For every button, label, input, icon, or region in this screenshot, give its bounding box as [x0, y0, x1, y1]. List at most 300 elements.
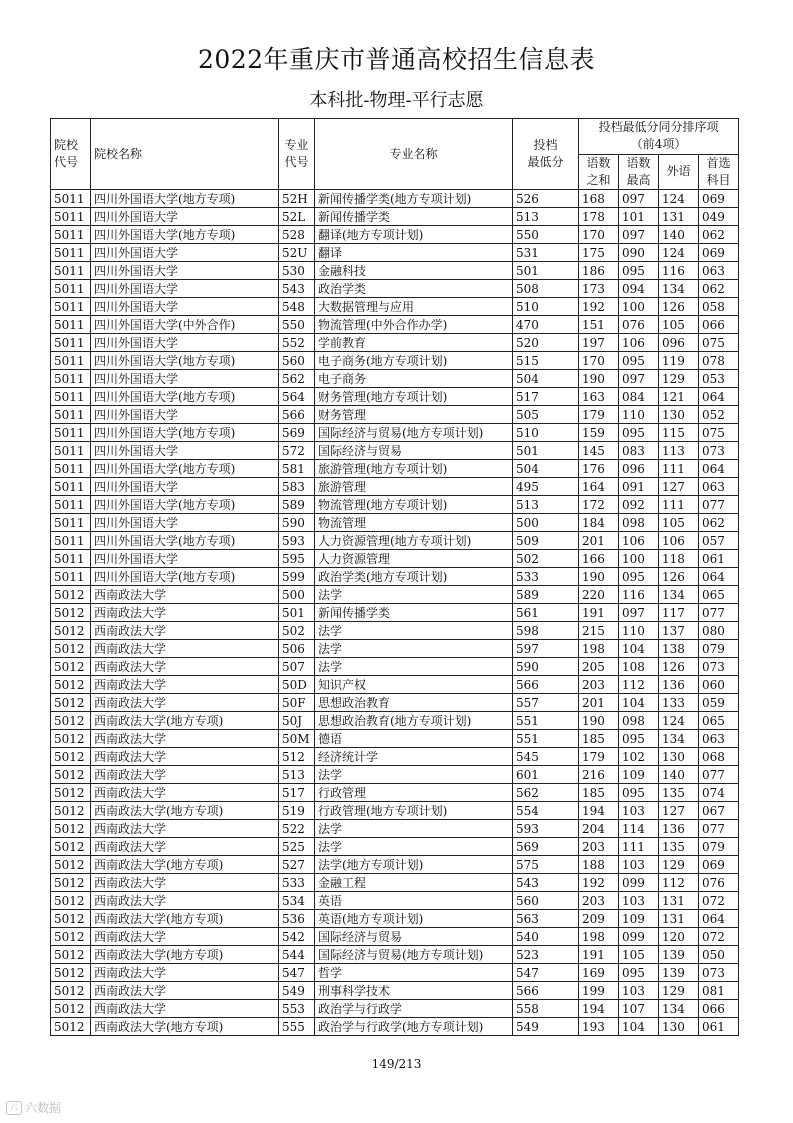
table-row [51, 892, 739, 910]
cell-tie-max: 106 [619, 334, 659, 352]
table-row [51, 478, 739, 496]
table-row [51, 856, 739, 874]
table-row [51, 190, 739, 208]
cell-school-name: 四川外国语大学 [91, 280, 279, 298]
cell-tie-first: 052 [699, 406, 739, 424]
cell-min-score: 597 [513, 640, 579, 658]
cell-school-code: 5012 [51, 748, 91, 766]
cell-tie-foreign: 119 [659, 352, 699, 370]
cell-min-score: 545 [513, 748, 579, 766]
cell-tie-foreign: 129 [659, 856, 699, 874]
cell-major-name: 财务管理 [315, 406, 513, 424]
cell-school-code: 5011 [51, 298, 91, 316]
cell-tie-first: 072 [699, 892, 739, 910]
cell-min-score: 540 [513, 928, 579, 946]
cell-school-name: 四川外国语大学 [91, 262, 279, 280]
cell-tie-max: 098 [619, 712, 659, 730]
cell-major-code: 595 [279, 550, 315, 568]
cell-tie-sum: 198 [579, 928, 619, 946]
cell-school-name: 西南政法大学 [91, 676, 279, 694]
cell-school-name: 四川外国语大学(地方专项) [91, 352, 279, 370]
cell-tie-sum: 201 [579, 532, 619, 550]
cell-min-score: 517 [513, 388, 579, 406]
cell-tie-max: 101 [619, 208, 659, 226]
cell-tie-foreign: 126 [659, 298, 699, 316]
table-row [51, 604, 739, 622]
table-row [51, 748, 739, 766]
cell-major-code: 581 [279, 460, 315, 478]
cell-tie-first: 077 [699, 766, 739, 784]
cell-major-code: 527 [279, 856, 315, 874]
table-row [51, 262, 739, 280]
cell-tie-sum: 175 [579, 244, 619, 262]
cell-min-score: 550 [513, 226, 579, 244]
cell-tie-foreign: 131 [659, 892, 699, 910]
cell-tie-first: 066 [699, 1000, 739, 1018]
cell-major-code: 507 [279, 658, 315, 676]
cell-tie-sum: 185 [579, 784, 619, 802]
cell-major-name: 法学 [315, 658, 513, 676]
cell-tie-sum: 194 [579, 802, 619, 820]
cell-tie-sum: 163 [579, 388, 619, 406]
cell-tie-max: 083 [619, 442, 659, 460]
cell-tie-foreign: 135 [659, 784, 699, 802]
cell-school-name: 四川外国语大学 [91, 514, 279, 532]
cell-major-name: 国际经济与贸易(地方专项计划) [315, 424, 513, 442]
cell-tie-max: 109 [619, 910, 659, 928]
cell-tie-first: 069 [699, 856, 739, 874]
cell-min-score: 547 [513, 964, 579, 982]
cell-school-name: 西南政法大学 [91, 694, 279, 712]
cell-tie-first: 073 [699, 442, 739, 460]
cell-tie-max: 091 [619, 478, 659, 496]
cell-tie-first: 065 [699, 586, 739, 604]
cell-tie-first: 079 [699, 838, 739, 856]
cell-tie-foreign: 113 [659, 442, 699, 460]
cell-tie-sum: 185 [579, 730, 619, 748]
cell-major-name: 物流管理 [315, 514, 513, 532]
cell-school-code: 5012 [51, 622, 91, 640]
cell-min-score: 526 [513, 190, 579, 208]
cell-tie-sum: 173 [579, 280, 619, 298]
cell-tie-max: 097 [619, 604, 659, 622]
cell-tie-foreign: 139 [659, 964, 699, 982]
cell-major-name: 翻译 [315, 244, 513, 262]
table-row [51, 1000, 739, 1018]
cell-school-name: 四川外国语大学(地方专项) [91, 190, 279, 208]
cell-min-score: 598 [513, 622, 579, 640]
cell-tie-foreign: 133 [659, 694, 699, 712]
cell-tie-first: 063 [699, 262, 739, 280]
table-row [51, 838, 739, 856]
cell-major-code: 519 [279, 802, 315, 820]
cell-school-code: 5012 [51, 928, 91, 946]
cell-tie-sum: 205 [579, 658, 619, 676]
cell-major-name: 政治学与行政学(地方专项计划) [315, 1018, 513, 1036]
cell-tie-sum: 179 [579, 748, 619, 766]
cell-tie-foreign: 140 [659, 766, 699, 784]
cell-min-score: 515 [513, 352, 579, 370]
cell-school-name: 四川外国语大学(中外合作) [91, 316, 279, 334]
cell-major-code: 525 [279, 838, 315, 856]
table-row [51, 244, 739, 262]
table-header [51, 119, 739, 190]
cell-tie-sum: 159 [579, 424, 619, 442]
cell-tie-foreign: 124 [659, 190, 699, 208]
cell-major-code: 542 [279, 928, 315, 946]
cell-min-score: 504 [513, 370, 579, 388]
cell-school-name: 西南政法大学 [91, 784, 279, 802]
cell-major-code: 553 [279, 1000, 315, 1018]
cell-tie-foreign: 126 [659, 568, 699, 586]
cell-tie-first: 057 [699, 532, 739, 550]
cell-tie-foreign: 118 [659, 550, 699, 568]
cell-school-name: 西南政法大学 [91, 640, 279, 658]
cell-school-name: 四川外国语大学 [91, 478, 279, 496]
cell-major-name: 新闻传播学类(地方专项计划) [315, 190, 513, 208]
cell-school-name: 西南政法大学 [91, 622, 279, 640]
cell-tie-first: 077 [699, 496, 739, 514]
cell-tie-foreign: 096 [659, 334, 699, 352]
cell-tie-first: 080 [699, 622, 739, 640]
cell-tie-foreign: 134 [659, 730, 699, 748]
cell-school-name: 四川外国语大学(地方专项) [91, 226, 279, 244]
cell-school-code: 5012 [51, 766, 91, 784]
cell-major-name: 新闻传播学类 [315, 208, 513, 226]
table-row [51, 586, 739, 604]
table-row [51, 784, 739, 802]
cell-tie-max: 103 [619, 856, 659, 874]
cell-school-name: 四川外国语大学(地方专项) [91, 496, 279, 514]
cell-school-name: 西南政法大学(地方专项) [91, 856, 279, 874]
cell-major-name: 电子商务 [315, 370, 513, 388]
cell-school-name: 四川外国语大学 [91, 298, 279, 316]
cell-min-score: 508 [513, 280, 579, 298]
cell-school-code: 5012 [51, 838, 91, 856]
cell-major-code: 547 [279, 964, 315, 982]
cell-school-code: 5011 [51, 388, 91, 406]
cell-tie-first: 081 [699, 982, 739, 1000]
cell-school-name: 西南政法大学 [91, 874, 279, 892]
cell-tie-max: 097 [619, 226, 659, 244]
cell-tie-max: 076 [619, 316, 659, 334]
cell-tie-sum: 192 [579, 298, 619, 316]
col-tie-foreign: 外语 [659, 154, 699, 190]
cell-school-code: 5012 [51, 910, 91, 928]
cell-major-code: 517 [279, 784, 315, 802]
cell-tie-foreign: 117 [659, 604, 699, 622]
cell-tie-foreign: 106 [659, 532, 699, 550]
watermark-text: 六数据 [25, 1101, 62, 1115]
cell-major-code: 533 [279, 874, 315, 892]
cell-tie-foreign: 137 [659, 622, 699, 640]
cell-tie-first: 069 [699, 190, 739, 208]
cell-major-name: 法学 [315, 586, 513, 604]
cell-school-code: 5012 [51, 946, 91, 964]
cell-tie-max: 106 [619, 532, 659, 550]
cell-school-code: 5011 [51, 190, 91, 208]
cell-school-name: 西南政法大学 [91, 838, 279, 856]
cell-min-score: 501 [513, 442, 579, 460]
cell-tie-foreign: 138 [659, 640, 699, 658]
cell-tie-foreign: 105 [659, 316, 699, 334]
cell-tie-sum: 168 [579, 190, 619, 208]
cell-major-code: 50M [279, 730, 315, 748]
cell-major-code: 543 [279, 280, 315, 298]
col-tie-max: 语数 最高 [619, 154, 659, 190]
cell-tie-max: 109 [619, 766, 659, 784]
cell-major-code: 550 [279, 316, 315, 334]
cell-tie-max: 111 [619, 838, 659, 856]
cell-min-score: 500 [513, 514, 579, 532]
cell-school-name: 西南政法大学 [91, 964, 279, 982]
cell-min-score: 509 [513, 532, 579, 550]
cell-school-name: 西南政法大学(地方专项) [91, 712, 279, 730]
cell-major-code: 50D [279, 676, 315, 694]
cell-min-score: 566 [513, 676, 579, 694]
cell-major-name: 国际经济与贸易 [315, 928, 513, 946]
cell-min-score: 575 [513, 856, 579, 874]
cell-tie-foreign: 136 [659, 820, 699, 838]
col-major-code: 专业 代号 [279, 119, 315, 190]
cell-tie-max: 095 [619, 262, 659, 280]
cell-tie-sum: 169 [579, 964, 619, 982]
cell-min-score: 523 [513, 946, 579, 964]
cell-major-code: 500 [279, 586, 315, 604]
cell-min-score: 504 [513, 460, 579, 478]
cell-major-name: 经济统计学 [315, 748, 513, 766]
cell-tie-first: 075 [699, 424, 739, 442]
cell-major-code: 530 [279, 262, 315, 280]
cell-tie-sum: 203 [579, 892, 619, 910]
cell-tie-sum: 204 [579, 820, 619, 838]
cell-major-code: 555 [279, 1018, 315, 1036]
cell-tie-first: 061 [699, 550, 739, 568]
cell-tie-max: 107 [619, 1000, 659, 1018]
cell-major-code: 552 [279, 334, 315, 352]
cell-major-code: 506 [279, 640, 315, 658]
cell-tie-first: 079 [699, 640, 739, 658]
cell-school-code: 5011 [51, 370, 91, 388]
cell-min-score: 505 [513, 406, 579, 424]
cell-school-name: 西南政法大学 [91, 604, 279, 622]
cell-major-code: 549 [279, 982, 315, 1000]
cell-tie-sum: 199 [579, 982, 619, 1000]
cell-tie-foreign: 111 [659, 460, 699, 478]
cell-major-name: 电子商务(地方专项计划) [315, 352, 513, 370]
watermark-logo-icon: 六 [6, 1101, 22, 1115]
table-row [51, 460, 739, 478]
cell-tie-foreign: 127 [659, 478, 699, 496]
cell-tie-foreign: 124 [659, 244, 699, 262]
cell-major-code: 512 [279, 748, 315, 766]
cell-tie-first: 064 [699, 388, 739, 406]
cell-min-score: 590 [513, 658, 579, 676]
cell-tie-sum: 191 [579, 604, 619, 622]
cell-min-score: 558 [513, 1000, 579, 1018]
page-number: 149/213 [371, 1057, 422, 1071]
cell-tie-foreign: 131 [659, 910, 699, 928]
cell-tie-sum: 186 [579, 262, 619, 280]
cell-tie-first: 059 [699, 694, 739, 712]
table-body [51, 190, 739, 1036]
cell-tie-sum: 194 [579, 1000, 619, 1018]
table-row [51, 388, 739, 406]
cell-school-code: 5012 [51, 856, 91, 874]
col-major-name: 专业名称 [315, 119, 513, 190]
cell-min-score: 554 [513, 802, 579, 820]
cell-school-code: 5011 [51, 280, 91, 298]
cell-major-code: 513 [279, 766, 315, 784]
cell-major-name: 哲学 [315, 964, 513, 982]
cell-tie-foreign: 129 [659, 370, 699, 388]
cell-tie-max: 100 [619, 550, 659, 568]
cell-major-code: 599 [279, 568, 315, 586]
cell-major-name: 旅游管理 [315, 478, 513, 496]
cell-major-code: 52L [279, 208, 315, 226]
cell-school-code: 5012 [51, 982, 91, 1000]
cell-major-name: 金融工程 [315, 874, 513, 892]
cell-major-code: 589 [279, 496, 315, 514]
table-row [51, 928, 739, 946]
cell-min-score: 510 [513, 424, 579, 442]
col-tie-first: 首选 科目 [699, 154, 739, 190]
cell-tie-max: 099 [619, 874, 659, 892]
cell-school-code: 5011 [51, 460, 91, 478]
cell-tie-sum: 170 [579, 226, 619, 244]
cell-school-code: 5011 [51, 514, 91, 532]
cell-tie-foreign: 120 [659, 928, 699, 946]
cell-major-name: 政治学与行政学 [315, 1000, 513, 1018]
cell-school-code: 5011 [51, 424, 91, 442]
cell-school-name: 四川外国语大学 [91, 334, 279, 352]
cell-school-code: 5011 [51, 334, 91, 352]
cell-tie-first: 062 [699, 514, 739, 532]
cell-major-name: 思想政治教育 [315, 694, 513, 712]
cell-tie-sum: 216 [579, 766, 619, 784]
cell-tie-first: 049 [699, 208, 739, 226]
cell-min-score: 562 [513, 784, 579, 802]
cell-school-code: 5011 [51, 442, 91, 460]
cell-major-name: 新闻传播学类 [315, 604, 513, 622]
table-row [51, 640, 739, 658]
cell-tie-first: 073 [699, 964, 739, 982]
table-row [51, 874, 739, 892]
cell-tie-first: 064 [699, 910, 739, 928]
cell-major-code: 522 [279, 820, 315, 838]
cell-tie-foreign: 116 [659, 262, 699, 280]
cell-tie-first: 072 [699, 928, 739, 946]
cell-major-name: 法学 [315, 622, 513, 640]
cell-tie-max: 097 [619, 190, 659, 208]
cell-tie-sum: 179 [579, 406, 619, 424]
cell-tie-max: 105 [619, 946, 659, 964]
cell-major-name: 法学 [315, 640, 513, 658]
cell-min-score: 549 [513, 1018, 579, 1036]
cell-school-code: 5011 [51, 406, 91, 424]
cell-major-code: 564 [279, 388, 315, 406]
cell-major-code: 52H [279, 190, 315, 208]
cell-school-code: 5011 [51, 226, 91, 244]
cell-tie-foreign: 129 [659, 982, 699, 1000]
table-row [51, 910, 739, 928]
cell-tie-first: 078 [699, 352, 739, 370]
cell-major-code: 548 [279, 298, 315, 316]
cell-min-score: 520 [513, 334, 579, 352]
cell-tie-foreign: 130 [659, 748, 699, 766]
cell-tie-foreign: 134 [659, 586, 699, 604]
cell-major-code: 502 [279, 622, 315, 640]
cell-school-code: 5011 [51, 208, 91, 226]
table-row [51, 334, 739, 352]
cell-school-name: 西南政法大学 [91, 1000, 279, 1018]
cell-tie-foreign: 140 [659, 226, 699, 244]
cell-min-score: 501 [513, 262, 579, 280]
col-tie-group: 投档最低分同分排序项 （前4项） [579, 119, 739, 155]
cell-major-name: 翻译(地方专项计划) [315, 226, 513, 244]
cell-tie-max: 096 [619, 460, 659, 478]
cell-school-name: 四川外国语大学 [91, 244, 279, 262]
cell-tie-max: 090 [619, 244, 659, 262]
table-row [51, 1018, 739, 1036]
cell-tie-first: 077 [699, 820, 739, 838]
cell-major-code: 572 [279, 442, 315, 460]
cell-min-score: 593 [513, 820, 579, 838]
table-row [51, 208, 739, 226]
cell-min-score: 513 [513, 208, 579, 226]
table-row [51, 568, 739, 586]
cell-major-code: 528 [279, 226, 315, 244]
cell-school-name: 西南政法大学 [91, 982, 279, 1000]
cell-school-name: 四川外国语大学(地方专项) [91, 568, 279, 586]
cell-tie-sum: 164 [579, 478, 619, 496]
cell-school-code: 5012 [51, 820, 91, 838]
cell-major-name: 旅游管理(地方专项计划) [315, 460, 513, 478]
cell-min-score: 510 [513, 298, 579, 316]
cell-school-name: 西南政法大学(地方专项) [91, 1018, 279, 1036]
table-row [51, 532, 739, 550]
cell-tie-first: 066 [699, 316, 739, 334]
table-row [51, 658, 739, 676]
cell-tie-sum: 151 [579, 316, 619, 334]
cell-tie-first: 050 [699, 946, 739, 964]
cell-tie-max: 103 [619, 892, 659, 910]
cell-school-name: 四川外国语大学 [91, 442, 279, 460]
table-row [51, 712, 739, 730]
col-tie-sum: 语数 之和 [579, 154, 619, 190]
table-row [51, 946, 739, 964]
cell-school-code: 5012 [51, 694, 91, 712]
cell-school-code: 5012 [51, 964, 91, 982]
cell-school-code: 5011 [51, 478, 91, 496]
cell-tie-max: 102 [619, 748, 659, 766]
table-row [51, 766, 739, 784]
watermark [6, 1099, 61, 1116]
cell-tie-max: 094 [619, 280, 659, 298]
cell-tie-sum: 197 [579, 334, 619, 352]
cell-tie-foreign: 134 [659, 280, 699, 298]
cell-major-name: 法学(地方专项计划) [315, 856, 513, 874]
cell-major-name: 国际经济与贸易(地方专项计划) [315, 946, 513, 964]
cell-tie-first: 077 [699, 604, 739, 622]
cell-tie-sum: 190 [579, 568, 619, 586]
cell-min-score: 563 [513, 910, 579, 928]
cell-tie-first: 062 [699, 280, 739, 298]
table-row [51, 676, 739, 694]
cell-school-name: 西南政法大学 [91, 748, 279, 766]
cell-min-score: 495 [513, 478, 579, 496]
cell-min-score: 560 [513, 892, 579, 910]
